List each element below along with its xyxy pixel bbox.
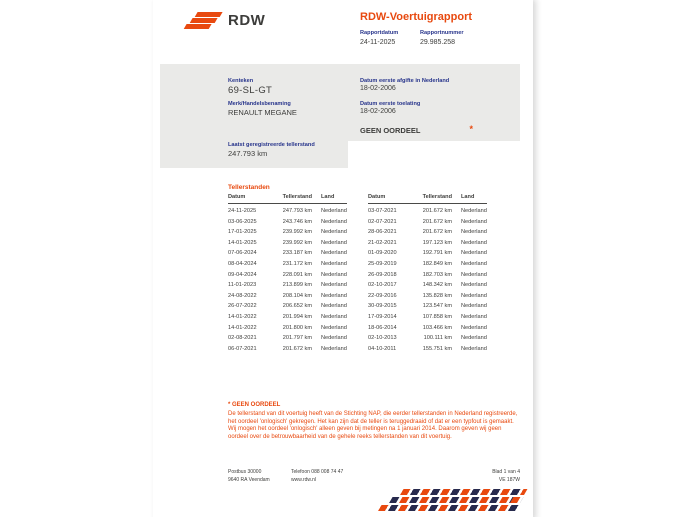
table-cell: 02-08-2021 — [228, 335, 257, 342]
table-row — [368, 299, 487, 310]
table-row — [228, 267, 347, 278]
table-cell: 17-09-2014 — [368, 314, 397, 321]
table-cell: 01-09-2020 — [368, 250, 397, 257]
table-cell: 239.992 km — [282, 239, 312, 246]
table-row — [228, 214, 347, 225]
tellerstanden-title: Tellerstanden — [228, 184, 270, 191]
footnote-text: De tellerstand van dit voertuig heeft van de Stichting NAP, die eerder tellerstanden in Nederland registreerde, het oordeel 'onlogisch' gekregen. Het kan zijn dat de teller is teruggedraaid of dat er een typfout is gemaakt. Wij mogen het oordeel 'onlogisch' alleen geven bij metingen na 1 januari 2014. Daarom geven wij geen oordeel over de betrouwbaarheid van de gehele reeks tellerstanden van dit voertuig. — [228, 411, 518, 440]
table-row — [368, 203, 487, 214]
table-cell: 201.800 km — [282, 324, 312, 331]
table-cell: 182.849 km — [422, 261, 452, 268]
table-cell: Nederland — [461, 239, 487, 246]
table-row — [228, 288, 347, 299]
table-header — [228, 194, 347, 203]
oordeel-text: GEEN OORDEEL — [360, 126, 421, 135]
table-row — [228, 331, 347, 342]
flag-stripe — [190, 18, 218, 23]
merk-value: RENAULT MEGANE — [228, 108, 297, 117]
stripe-band — [389, 497, 523, 503]
rdw-logo-text: RDW — [228, 12, 266, 29]
footer-page-indicator: Blad 1 van 4 — [492, 469, 520, 475]
table-cell: Nederland — [321, 314, 347, 321]
merk-label: Merk/Handelsbenaming — [228, 101, 291, 107]
table-row — [368, 256, 487, 267]
table-row — [368, 214, 487, 225]
table-cell: Nederland — [461, 335, 487, 342]
table-cell: 22-09-2016 — [368, 292, 397, 299]
column-header: Datum — [368, 194, 418, 203]
footnote-title: * GEEN OORDEEL — [228, 402, 281, 408]
table-row — [228, 278, 347, 289]
eerste-toelating-value: 18-02-2006 — [360, 108, 396, 115]
stripe-band — [400, 489, 527, 495]
report-number-label: Rapportnummer — [420, 30, 464, 36]
table-row — [228, 299, 347, 310]
table-cell: Nederland — [321, 345, 347, 352]
table-cell: 09-04-2024 — [228, 271, 257, 278]
table-row — [368, 235, 487, 246]
footer-phone: Telefoon 088 008 74 47 — [291, 469, 344, 475]
table-cell: 243.746 km — [282, 218, 312, 225]
table-cell: Nederland — [461, 229, 487, 236]
table-cell: Nederland — [461, 271, 487, 278]
eerste-afgifte-label: Datum eerste afgifte in Nederland — [360, 78, 450, 84]
table-cell: 17-01-2025 — [228, 229, 257, 236]
table-cell: Nederland — [461, 324, 487, 331]
laatste-tellerstand-label: Laatst geregistreerde tellerstand — [228, 142, 315, 148]
table-cell: 182.703 km — [422, 271, 452, 278]
table-cell: Nederland — [461, 261, 487, 268]
kenteken-value: 69-SL-GT — [228, 85, 273, 96]
table-row — [368, 246, 487, 257]
table-cell: 201.672 km — [422, 218, 452, 225]
table-cell: 135.828 km — [422, 292, 452, 299]
footer-page — [455, 468, 520, 484]
report-date-label: Rapportdatum — [360, 30, 399, 36]
stripe-band — [378, 505, 519, 511]
table-cell: Nederland — [321, 261, 347, 268]
table-row — [228, 309, 347, 320]
table-row — [368, 309, 487, 320]
footer-website-link: www.rdw.nl — [291, 477, 317, 483]
table-header — [368, 194, 487, 203]
table-cell: 201.994 km — [282, 314, 312, 321]
table-cell: Nederland — [321, 239, 347, 246]
table-cell: Nederland — [461, 282, 487, 289]
rdw-flag-icon — [184, 11, 224, 30]
table-cell: 192.791 km — [422, 250, 452, 257]
table-row — [228, 341, 347, 352]
table-cell: Nederland — [321, 324, 347, 331]
laatste-tellerstand-value: 247.793 km — [228, 149, 268, 158]
flag-stripe — [184, 24, 212, 29]
footer-address — [228, 468, 270, 484]
table-cell: 06-07-2021 — [228, 345, 257, 352]
table-body — [228, 203, 347, 352]
table-row — [228, 320, 347, 331]
meter-readings-table-left — [228, 194, 347, 352]
table-row — [228, 235, 347, 246]
table-cell: Nederland — [461, 314, 487, 321]
table-cell: 14-01-2025 — [228, 239, 257, 246]
table-cell: Nederland — [321, 229, 347, 236]
table-row — [228, 246, 347, 257]
report-number-value: 29.985.258 — [420, 39, 456, 46]
table-cell: 201.672 km — [422, 229, 452, 236]
footer-form-code: VE 187W — [498, 477, 520, 483]
table-cell: 21-02-2021 — [368, 239, 397, 246]
column-header: Land — [312, 194, 347, 203]
table-row — [228, 256, 347, 267]
table-cell: Nederland — [461, 303, 487, 310]
table-cell: 24-11-2025 — [228, 208, 257, 215]
flag-stripe — [195, 12, 223, 17]
footer-address-line1: Postbus 30000 — [228, 469, 262, 475]
footer-contact — [291, 468, 343, 484]
table-row — [368, 341, 487, 352]
table-cell: 123.547 km — [422, 303, 452, 310]
table-cell: 231.172 km — [282, 261, 312, 268]
table-cell: 155.751 km — [422, 345, 452, 352]
table-cell: Nederland — [321, 218, 347, 225]
table-cell: 201.672 km — [282, 345, 312, 352]
table-cell: 08-04-2024 — [228, 261, 257, 268]
table-cell: 02-07-2021 — [368, 218, 397, 225]
table-cell: 07-06-2024 — [228, 250, 257, 257]
kenteken-label: Kenteken — [228, 78, 254, 84]
eerste-afgifte-value: 18-02-2006 — [360, 85, 396, 92]
report-date-value: 24-11-2025 — [360, 39, 396, 46]
table-cell: 107.858 km — [422, 314, 452, 321]
table-cell: 100.111 km — [423, 335, 452, 342]
table-row — [228, 225, 347, 236]
table-cell: 26-09-2018 — [368, 271, 397, 278]
table-cell: 11-01-2023 — [228, 282, 257, 289]
table-header-row — [228, 194, 347, 203]
column-header: Land — [452, 194, 487, 203]
table-cell: 14-01-2022 — [228, 314, 257, 321]
table-cell: 213.899 km — [282, 282, 312, 289]
table-cell: 206.652 km — [282, 303, 312, 310]
table-cell: 14-01-2022 — [228, 324, 257, 331]
table-cell: Nederland — [461, 218, 487, 225]
table-row — [368, 225, 487, 236]
table-cell: 24-08-2022 — [228, 292, 257, 299]
table-cell: 233.187 km — [282, 250, 312, 257]
table-cell: Nederland — [321, 282, 347, 289]
column-header: Datum — [228, 194, 278, 203]
table-row — [368, 267, 487, 278]
table-cell: Nederland — [461, 208, 487, 215]
table-header-row — [368, 194, 487, 203]
table-cell: 03-06-2025 — [228, 218, 257, 225]
table-cell: 201.797 km — [282, 335, 312, 342]
table-cell: 03-07-2021 — [368, 208, 397, 215]
table-cell: Nederland — [321, 292, 347, 299]
oordeel-asterisk: * — [469, 124, 473, 134]
table-cell: 18-06-2014 — [368, 324, 397, 331]
rdw-logo — [184, 11, 274, 31]
table-cell: 02-10-2017 — [368, 282, 397, 289]
report-number-block — [420, 30, 464, 46]
table-cell: 25-09-2019 — [368, 261, 397, 268]
table-row — [368, 278, 487, 289]
eerste-toelating-label: Datum eerste toelating — [360, 101, 421, 107]
footer-address-line2: 9640 RA Veendam — [228, 477, 270, 483]
table-cell: Nederland — [461, 345, 487, 352]
table-cell: Nederland — [321, 335, 347, 342]
table-row — [228, 203, 347, 214]
table-cell: 201.672 km — [422, 208, 452, 215]
table-row — [368, 288, 487, 299]
meter-readings-table-right — [368, 194, 487, 352]
table-cell: Nederland — [321, 250, 347, 257]
table-body — [368, 203, 487, 352]
table-cell: 26-07-2022 — [228, 303, 257, 310]
oordeel-row — [360, 126, 473, 135]
table-cell: 197.123 km — [422, 239, 452, 246]
table-cell: 28-06-2021 — [368, 229, 397, 236]
table-cell: 103.466 km — [422, 324, 452, 331]
table-cell: Nederland — [461, 250, 487, 257]
table-cell: 30-09-2015 — [368, 303, 397, 310]
column-header: Tellerstand — [278, 194, 312, 203]
report-date-block — [360, 30, 398, 46]
table-cell: 04-10-2011 — [368, 345, 397, 352]
table-cell: Nederland — [321, 303, 347, 310]
table-row — [368, 331, 487, 342]
table-cell: 239.992 km — [282, 229, 312, 236]
table-row — [368, 320, 487, 331]
table-cell: 208.104 km — [282, 292, 312, 299]
table-cell: Nederland — [321, 208, 347, 215]
table-cell: Nederland — [321, 271, 347, 278]
table-cell: 148.342 km — [422, 282, 452, 289]
table-cell: 02-10-2013 — [368, 335, 397, 342]
column-header: Tellerstand — [418, 194, 452, 203]
table-cell: 228.091 km — [282, 271, 312, 278]
table-cell: Nederland — [461, 292, 487, 299]
table-cell: 247.793 km — [282, 208, 312, 215]
report-title: RDW-Voertuigrapport — [360, 11, 473, 23]
